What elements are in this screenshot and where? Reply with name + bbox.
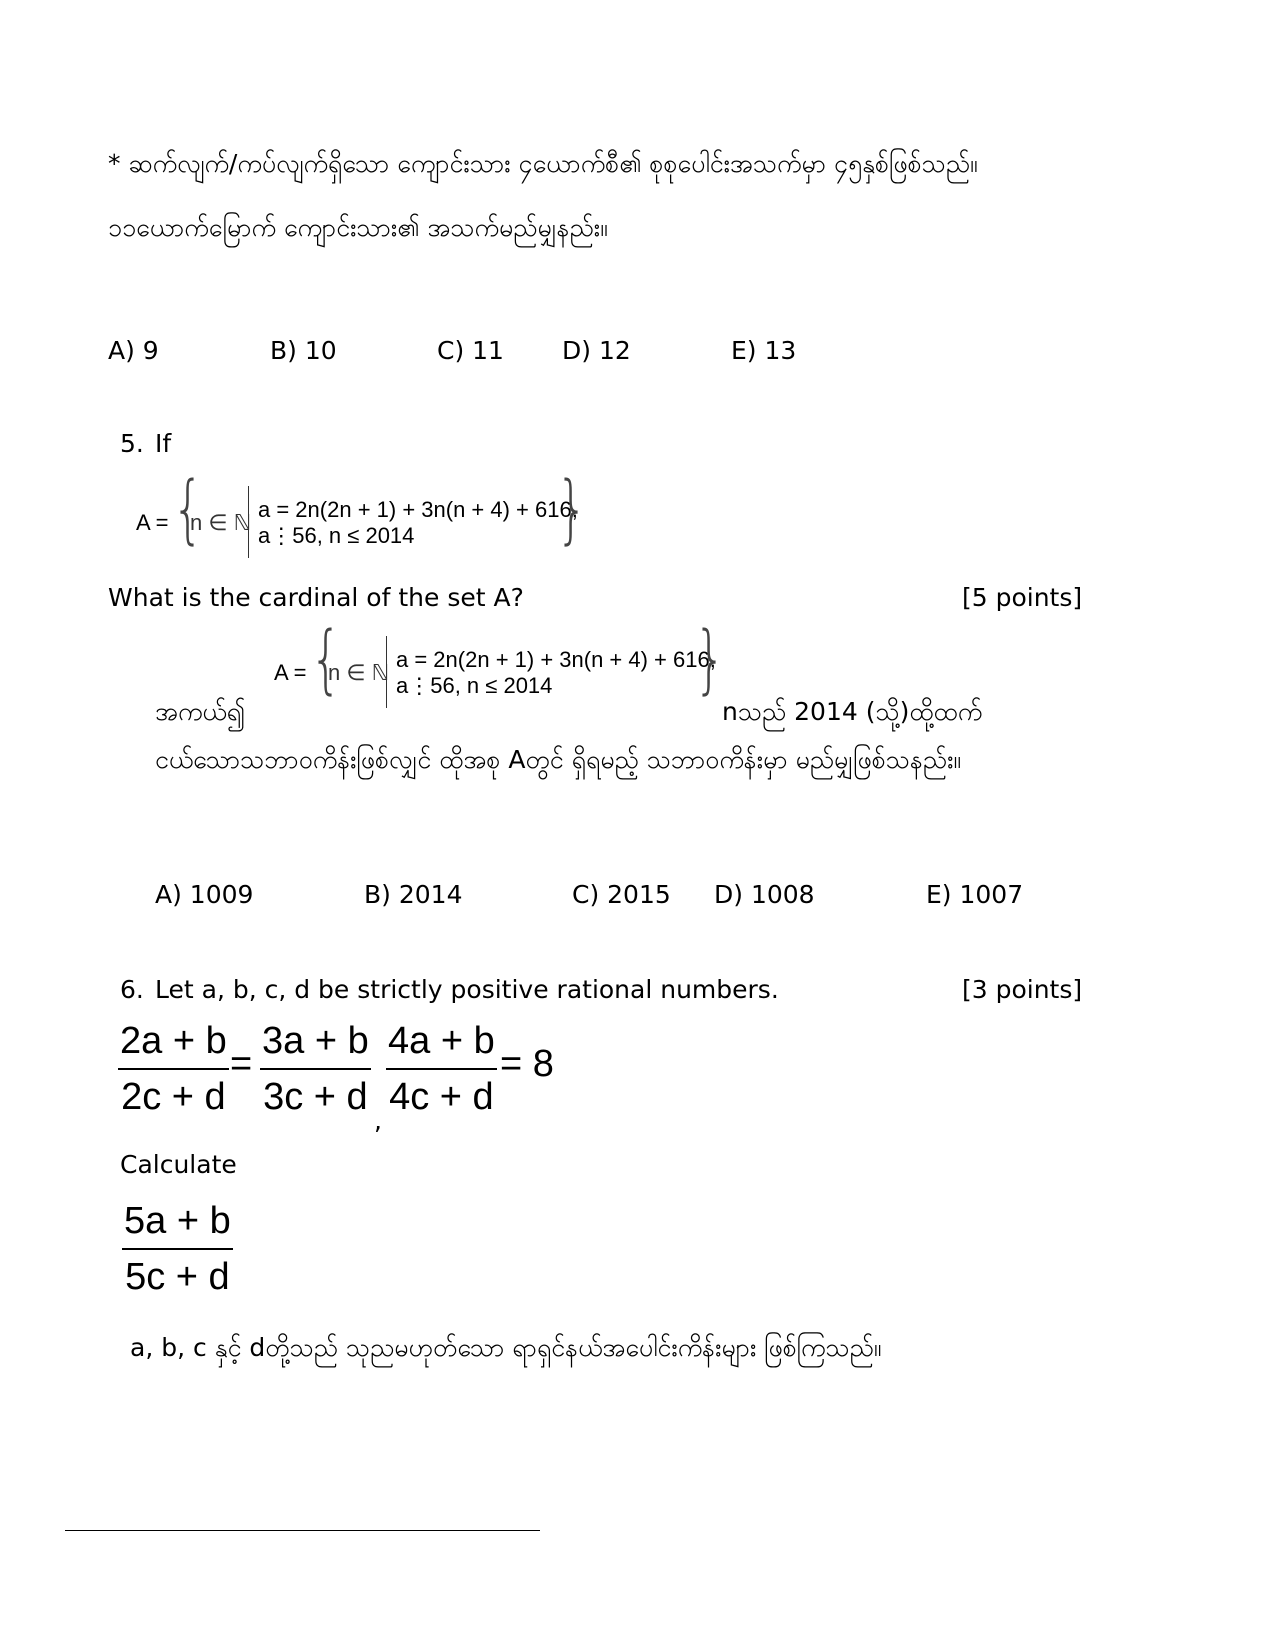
q4-line1: * ဆက်လျက်/ကပ်လျက်ရှိသော ကျောင်းသား ၄ယောက်စီ၏ စုစုပေါင်းအသက်မှာ ၄၅နှစ်ဖြစ်သည်။ — [108, 149, 978, 178]
fraction-3-bar — [260, 1068, 371, 1070]
set2-cond2: a⋮56, n ≤ 2014 — [396, 673, 553, 698]
q4-line2: ၁၁ယောက်မြောက် ကျောင်းသား၏ အသက်မည်မျှနည်း။ — [108, 213, 608, 242]
q6-points: [3 points] — [962, 975, 1083, 1004]
q6-calculate-label: Calculate — [120, 1150, 237, 1179]
q5-option-d: D) 1008 — [714, 880, 815, 909]
q6-statement: Let a, b, c, d be strictly positive rational numbers. — [155, 975, 779, 1004]
q4-option-c: C) 11 — [437, 336, 504, 365]
set2-left-brace: { — [310, 615, 342, 703]
set-lhs: A = — [136, 510, 169, 535]
q6-number: 6. — [120, 975, 144, 1004]
q5-question: What is the cardinal of the set A? — [108, 583, 524, 612]
q6-fraction-4 — [386, 1018, 497, 1120]
q5-my-prefix: အကယ်၍ — [155, 697, 246, 726]
q5-option-e: E) 1007 — [926, 880, 1024, 909]
q4-option-a: A) 9 — [108, 336, 159, 365]
q6-result: = 8 — [500, 1043, 554, 1085]
q6-fraction-3 — [260, 1018, 371, 1120]
set-divider — [248, 486, 249, 558]
q5-option-b: B) 2014 — [364, 880, 463, 909]
q6-equals-sign: = — [230, 1043, 253, 1085]
q5-option-c: C) 2015 — [572, 880, 671, 909]
fraction-3-denominator: 3c + d — [263, 1076, 368, 1118]
set-left-brace: { — [172, 465, 204, 553]
fraction-4-bar — [386, 1068, 497, 1070]
set2-cond1: a = 2n(2n + 1) + 3n(n + 4) + 616, — [396, 647, 716, 672]
q5-option-a: A) 1009 — [155, 880, 254, 909]
fraction-5-numerator: 5a + b — [124, 1200, 231, 1242]
fraction-2-numerator: 2a + b — [120, 1020, 227, 1062]
set2-right-brace: } — [694, 615, 726, 703]
fraction-3-numerator: 3a + b — [262, 1020, 369, 1062]
q5-number: 5. — [120, 429, 144, 458]
set2-lhs: A = — [274, 660, 307, 685]
fraction-5-bar — [122, 1248, 233, 1250]
q5-my-line2: ငယ်သောသဘာ၀ကိန်းဖြစ်လျှင် ထိုအစု Aတွင် ရှိရမည့် သဘာ၀ကိန်းမှာ မည်မျှဖြစ်သနည်း။ — [155, 745, 961, 774]
fraction-2-denominator: 2c + d — [121, 1076, 226, 1118]
q6-fraction-5 — [122, 1198, 233, 1300]
q6-fraction-2 — [118, 1018, 229, 1120]
q4-option-d: D) 12 — [562, 336, 631, 365]
q4-option-b: B) 10 — [270, 336, 337, 365]
q5-points: [5 points] — [962, 583, 1083, 612]
q5-my-suffix: nသည် 2014 (သို့)ထို့ထက် — [722, 697, 983, 726]
set2-var: n ∈ ℕ — [328, 660, 390, 685]
set2-divider — [386, 636, 387, 708]
set-cond1: a = 2n(2n + 1) + 3n(n + 4) + 616, — [258, 497, 578, 522]
set-var: n ∈ ℕ — [190, 510, 252, 535]
set-cond2: a⋮56, n ≤ 2014 — [258, 523, 415, 548]
fraction-4-denominator: 4c + d — [389, 1076, 494, 1118]
q5-if-label: If — [155, 429, 172, 458]
set-right-brace: } — [556, 465, 588, 553]
q4-option-e: E) 13 — [731, 336, 797, 365]
fraction-4-numerator: 4a + b — [388, 1020, 495, 1062]
fraction-2-bar — [118, 1068, 229, 1070]
q6-my-note: a, b, c နှင့် dတို့သည် သုညမဟုတ်သော ရာရှင်နယ်အပေါင်းကိန်းများ ဖြစ်ကြသည်။ — [130, 1333, 882, 1362]
q6-comma: , — [374, 1106, 382, 1135]
footnote-rule — [65, 1530, 540, 1531]
fraction-5-denominator: 5c + d — [125, 1256, 230, 1298]
